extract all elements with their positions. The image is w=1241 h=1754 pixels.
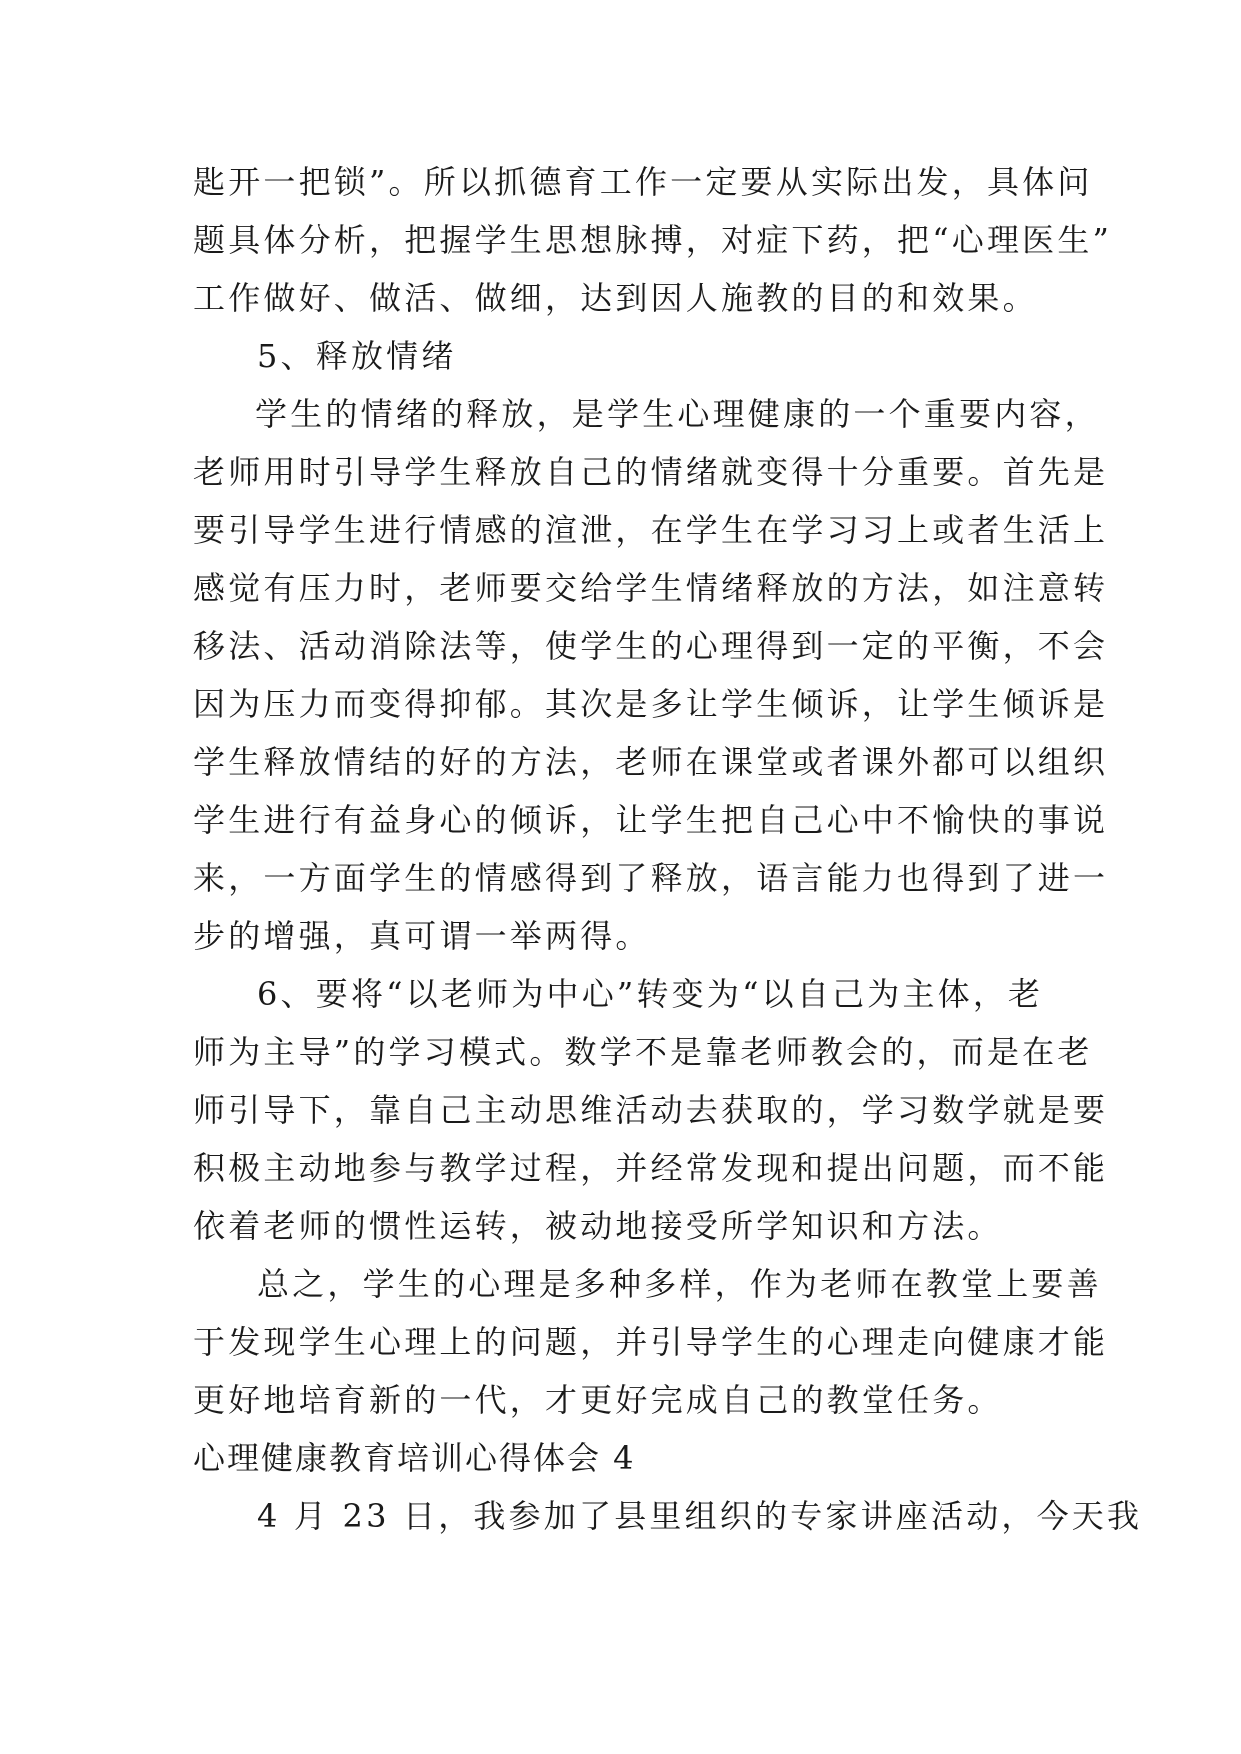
- body-line: 师引导下，靠自己主动思维活动去获取的，学习数学就是要: [193, 1091, 1109, 1129]
- body-line: 要引导学生进行情感的渲泄，在学生在学习习上或者生活上: [193, 511, 1109, 549]
- body-line: 依着老师的惯性运转，被动地接受所学知识和方法。: [193, 1207, 1003, 1245]
- body-line: 更好地培育新的一代，才更好完成自己的教堂任务。: [193, 1381, 1003, 1419]
- paragraph-start: 学生的情绪的释放，是学生心理健康的一个重要内容，: [255, 395, 1100, 433]
- body-line: 因为压力而变得抑郁。其次是多让学生倾诉，让学生倾诉是: [193, 685, 1109, 723]
- body-line: 积极主动地参与教学过程，并经常发现和提出问题，而不能: [193, 1149, 1109, 1187]
- body-line: 学生进行有益身心的倾诉，让学生把自己心中不愉快的事说: [193, 801, 1109, 839]
- body-line: 感觉有压力时，老师要交给学生情绪释放的方法，如注意转: [193, 569, 1109, 607]
- article-title: 心理健康教育培训心得体会 4: [193, 1439, 636, 1477]
- paragraph-start: 总之，学生的心理是多种多样，作为老师在教堂上要善: [257, 1265, 1102, 1303]
- body-line: 老师用时引导学生释放自己的情绪就变得十分重要。首先是: [193, 453, 1109, 491]
- body-line: 师为主导”的学习模式。数学不是靠老师教会的，而是在老: [193, 1033, 1093, 1071]
- body-line: 步的增强，真可谓一举两得。: [193, 917, 651, 955]
- section-heading-5: 5、释放情绪: [257, 337, 457, 375]
- paragraph-start: 4 月 23 日，我参加了县里组织的专家讲座活动，今天我: [257, 1497, 1143, 1535]
- body-line: 来，一方面学生的情感得到了释放，语言能力也得到了进一: [193, 859, 1109, 897]
- body-line: 匙开一把锁”。所以抓德育工作一定要从实际出发，具体问: [193, 163, 1093, 201]
- body-line: 于发现学生心理上的问题，并引导学生的心理走向健康才能: [193, 1323, 1109, 1361]
- document-page: [193, 153, 1143, 1545]
- body-line: 学生释放情结的好的方法，老师在课堂或者课外都可以组织: [193, 743, 1109, 781]
- body-line: 工作做好、做活、做细，达到因人施教的目的和效果。: [193, 279, 1038, 317]
- body-line: 移法、活动消除法等，使学生的心理得到一定的平衡，不会: [193, 627, 1109, 665]
- section-heading-6: 6、要将“以老师为中心”转变为“以自己为主体，老: [257, 975, 1044, 1013]
- body-line: 题具体分析，把握学生思想脉搏，对症下药，把“心理医生”: [193, 221, 1113, 259]
